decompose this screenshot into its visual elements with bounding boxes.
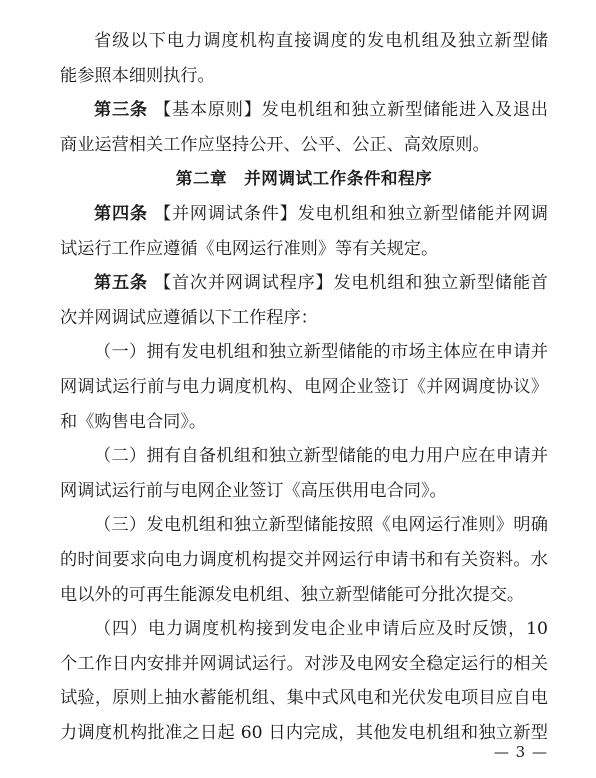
article-4-text-1: 【并网调试条件】发电机组和独立新型储能并网调 — [154, 203, 548, 224]
item-1-line-3: 和《购售电合同》。 — [60, 411, 207, 432]
item-4-line-3: 试验，原则上抽水蓄能机组、集中式风电和光伏发电项目应自电 — [60, 688, 548, 709]
article-4-line-2: 试运行工作应遵循《电网运行准则》等有关规定。 — [60, 238, 439, 259]
intro-line-2: 能参照本细则执行。 — [60, 65, 215, 86]
intro-line-1: 省级以下电力调度机构直接调度的发电机组及独立新型储 — [94, 31, 548, 51]
item-4-line-1: （四）电力调度机构接到发电企业申请后应及时反馈，10 — [94, 619, 548, 640]
item-3-line-2: 的时间要求向电力调度机构提交并网运行申请书和有关资料。水 — [60, 549, 548, 570]
article-5-heading: 第五条 — [94, 273, 148, 294]
article-3-heading: 第三条 — [94, 100, 148, 121]
article-3-text-1: 【基本原则】发电机组和独立新型储能进入及退出 — [154, 100, 548, 121]
article-4-line-1 — [60, 197, 548, 232]
item-4-line-2: 个工作日内安排并网调试运行。对涉及电网安全稳定运行的相关 — [60, 653, 548, 674]
chapter-2-heading: 第二章 并网调试工作条件和程序 — [175, 169, 433, 189]
item-4-line-4: 力调度机构批准之日起 60 日内完成，其他发电机组和独立新型 — [60, 722, 548, 743]
item-2-line-2: 网调试运行前与电网企业签订《高压供用电合同》。 — [60, 480, 447, 501]
article-3-line-2: 商业运营相关工作应坚持公开、公平、公正、高效原则。 — [60, 134, 490, 155]
article-5-text-1: 【首次并网调试程序】发电机组和独立新型储能首 — [154, 273, 548, 294]
item-2-line-1: （二）拥有自备机组和独立新型储能的电力用户应在申请并 — [94, 446, 548, 467]
item-3-line-3: 电以外的可再生能源发电机组、独立新型储能可分批次提交。 — [60, 584, 525, 605]
page-number: — 3 — — [493, 743, 548, 761]
article-5-line-2: 次并网调试应遵循以下工作程序： — [60, 307, 318, 328]
item-1-line-2: 网调试运行前与电力调度机构、电网企业签订《并网调度协议》 — [60, 376, 548, 397]
article-5-line-1 — [60, 266, 548, 301]
article-4-heading: 第四条 — [94, 203, 148, 224]
article-3-line-1 — [60, 93, 548, 128]
item-3-line-1: （三）发电机组和独立新型储能按照《电网运行准则》明确 — [94, 515, 548, 536]
item-1-line-1: （一）拥有发电机组和独立新型储能的市场主体应在申请并 — [94, 342, 548, 363]
document-page — [60, 24, 548, 750]
